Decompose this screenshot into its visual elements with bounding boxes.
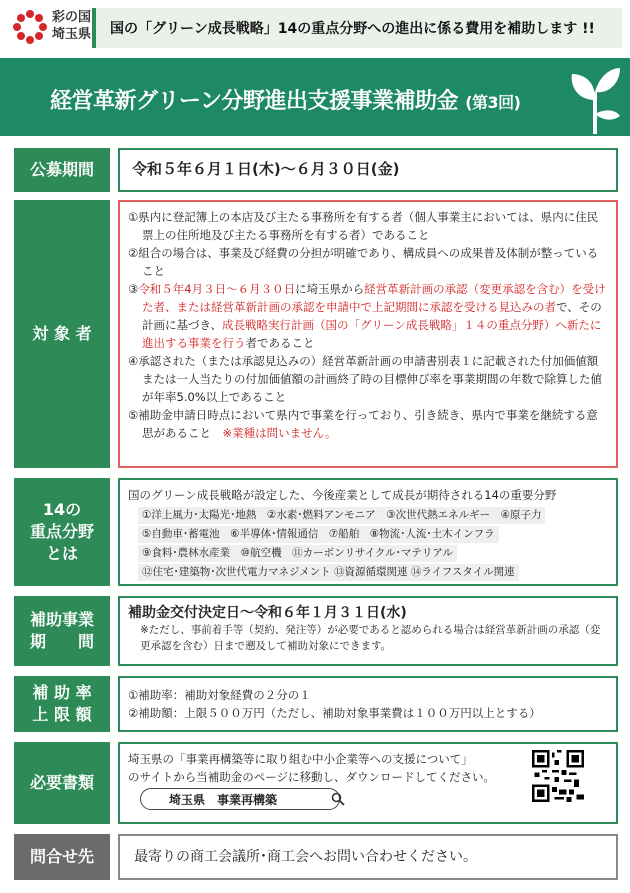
eligibility-item-3	[128, 280, 608, 352]
rate-box	[118, 676, 618, 732]
documents-box	[118, 742, 618, 824]
item3-approval: 経営革新計画の承認（変更承認を含む）を受けた者、または経営革新計画の承認を申請中で上記期間に承認を受ける見込みの者	[142, 282, 606, 314]
item3-text1: に埼玉県から	[295, 282, 365, 296]
period-value: 令和５年６月１日(木)～６月３０日(金)	[132, 160, 400, 178]
row-period	[14, 148, 618, 192]
fields-label-3: とは	[45, 544, 78, 563]
fields-label-2: 重点分野	[29, 522, 94, 541]
item3-num: ③	[128, 282, 139, 296]
project-period-box	[118, 596, 618, 666]
row-documents	[14, 742, 618, 824]
search-icon	[331, 792, 345, 806]
title-main: 経営革新グリーン分野進出支援事業補助金	[50, 89, 459, 114]
row-contact	[14, 834, 618, 880]
fields-list-line1: ①洋上風力･太陽光･地熱 ②水素･燃料アンモニア ③次世代熱エネルギー ④原子力	[138, 507, 545, 524]
contact-box	[118, 834, 618, 880]
rate-item-2: ②補助額：上限５００万円（ただし、補助対象事業費は１００万円以上とする）	[128, 706, 541, 720]
row-rate	[14, 676, 618, 732]
fields-intro: 国のグリーン成長戦略が設定した、今後産業として成長が期待される14の重要分野	[128, 488, 557, 502]
eligibility-item-4: ④承認された（または承認見込みの）経営革新計画の申請書別表１に記載された付加価値額または一人当たりの付加価値額の計画終了時の目標伸び率を事業期間の年数で除算した値が年率5.0%以上であること	[128, 354, 602, 404]
label-contact: 問合せ先	[14, 834, 110, 880]
label-period: 公募期間	[14, 148, 110, 192]
project-period-value: 補助金交付決定日～令和６年１月３１日(水)	[128, 605, 407, 621]
rate-item-1: ①補助率：補助対象経費の２分の１	[128, 688, 311, 702]
item3-text2: で、その計画に基づき、	[142, 300, 602, 332]
label-eligibility: 対 象 者	[14, 200, 110, 468]
item5-note: ※業種は問いません。	[222, 426, 337, 440]
documents-line-2: のサイトから当補助金のページに移動し、ダウンロードしてください。	[128, 770, 495, 784]
fields-list-line4: ⑫住宅･建築物･次世代電力マネジメント ⑬資源循環関連 ⑭ライフスタイル関連	[138, 564, 519, 581]
project-period-note: ※ただし、事前着手等（契約、発注等）が必要であると認められる場合は経営革新計画の承認（変更承認を含む）日まで遡及して補助対象にできます。	[140, 624, 601, 652]
title-round: (第3回)	[465, 93, 521, 112]
page-title	[50, 84, 521, 115]
item5-text: ⑤補助金申請日時点において県内で事業を行っており、引き続き、県内で事業を継続する意思があること	[128, 408, 598, 440]
fields-list-line2: ⑤自動車･蓄電池 ⑥半導体･情報通信 ⑦船舶 ⑧物流･人流･土木インフラ	[138, 526, 499, 543]
documents-line-1: 埼玉県の「事業再構築等に取り組む中小企業等への支援について」	[128, 752, 473, 766]
fields-list-line3: ⑨食料･農林水産業 ⑩航空機 ⑪カーボンリサイクル･マテリアル	[138, 545, 457, 562]
eligibility-box	[118, 200, 618, 468]
pref-name-line1: 彩の国	[52, 10, 92, 25]
eligibility-item-2: ②組合の場合は、事業及び経費の分担が明確であり、構成員への成果普及体制が整っていること	[128, 246, 599, 278]
label-project-period	[14, 596, 110, 666]
fields-list	[128, 507, 608, 583]
fields-box	[118, 478, 618, 586]
row-eligibility	[14, 200, 618, 468]
label-fields	[14, 478, 110, 586]
top-header	[0, 0, 630, 56]
eligibility-item-5	[128, 406, 608, 442]
fields-label-1: 14の	[42, 500, 82, 519]
item3-text3: 者であること	[245, 336, 315, 350]
pref-name-line2: 埼玉県	[52, 27, 92, 42]
row-fields	[14, 478, 618, 586]
label-documents: 必要書類	[14, 742, 110, 824]
row-project-period	[14, 596, 618, 666]
search-box[interactable]	[140, 788, 340, 810]
tagline: 国の「グリーン成長戦略」14の重点分野への進出に係る費用を補助します !!	[92, 8, 622, 48]
contact-value: 最寄りの商工会議所･商工会へお問い合わせください。	[134, 849, 477, 865]
project-period-label-2: 期 間	[29, 632, 94, 651]
project-period-label-1: 補助事業	[29, 610, 94, 629]
qr-code-icon[interactable]	[532, 750, 584, 802]
label-rate	[14, 676, 110, 732]
eligibility-item-1: ①県内に登記簿上の本店及び主たる事務所を有する者（個人事業主においては、県内に住民票上の住所地及び主たる事務所を有する者）であること	[128, 210, 599, 242]
search-text: 埼玉県 事業再構築	[169, 793, 278, 807]
rate-label-1: 補 助 率	[32, 683, 92, 702]
prefecture-name	[52, 9, 91, 43]
item3-strategy: 成長戦略実行計画（国の「グリーン成長戦略」１４の重点分野）へ新たに進出する事業を行う	[142, 318, 602, 350]
sprout-icon	[566, 62, 624, 136]
item3-dates: 令和５年4月３日～６月３０日	[138, 282, 296, 296]
title-band	[0, 58, 630, 136]
saitama-logo-icon	[12, 9, 48, 45]
period-box	[118, 148, 618, 192]
rate-label-2: 上 限 額	[32, 705, 92, 724]
